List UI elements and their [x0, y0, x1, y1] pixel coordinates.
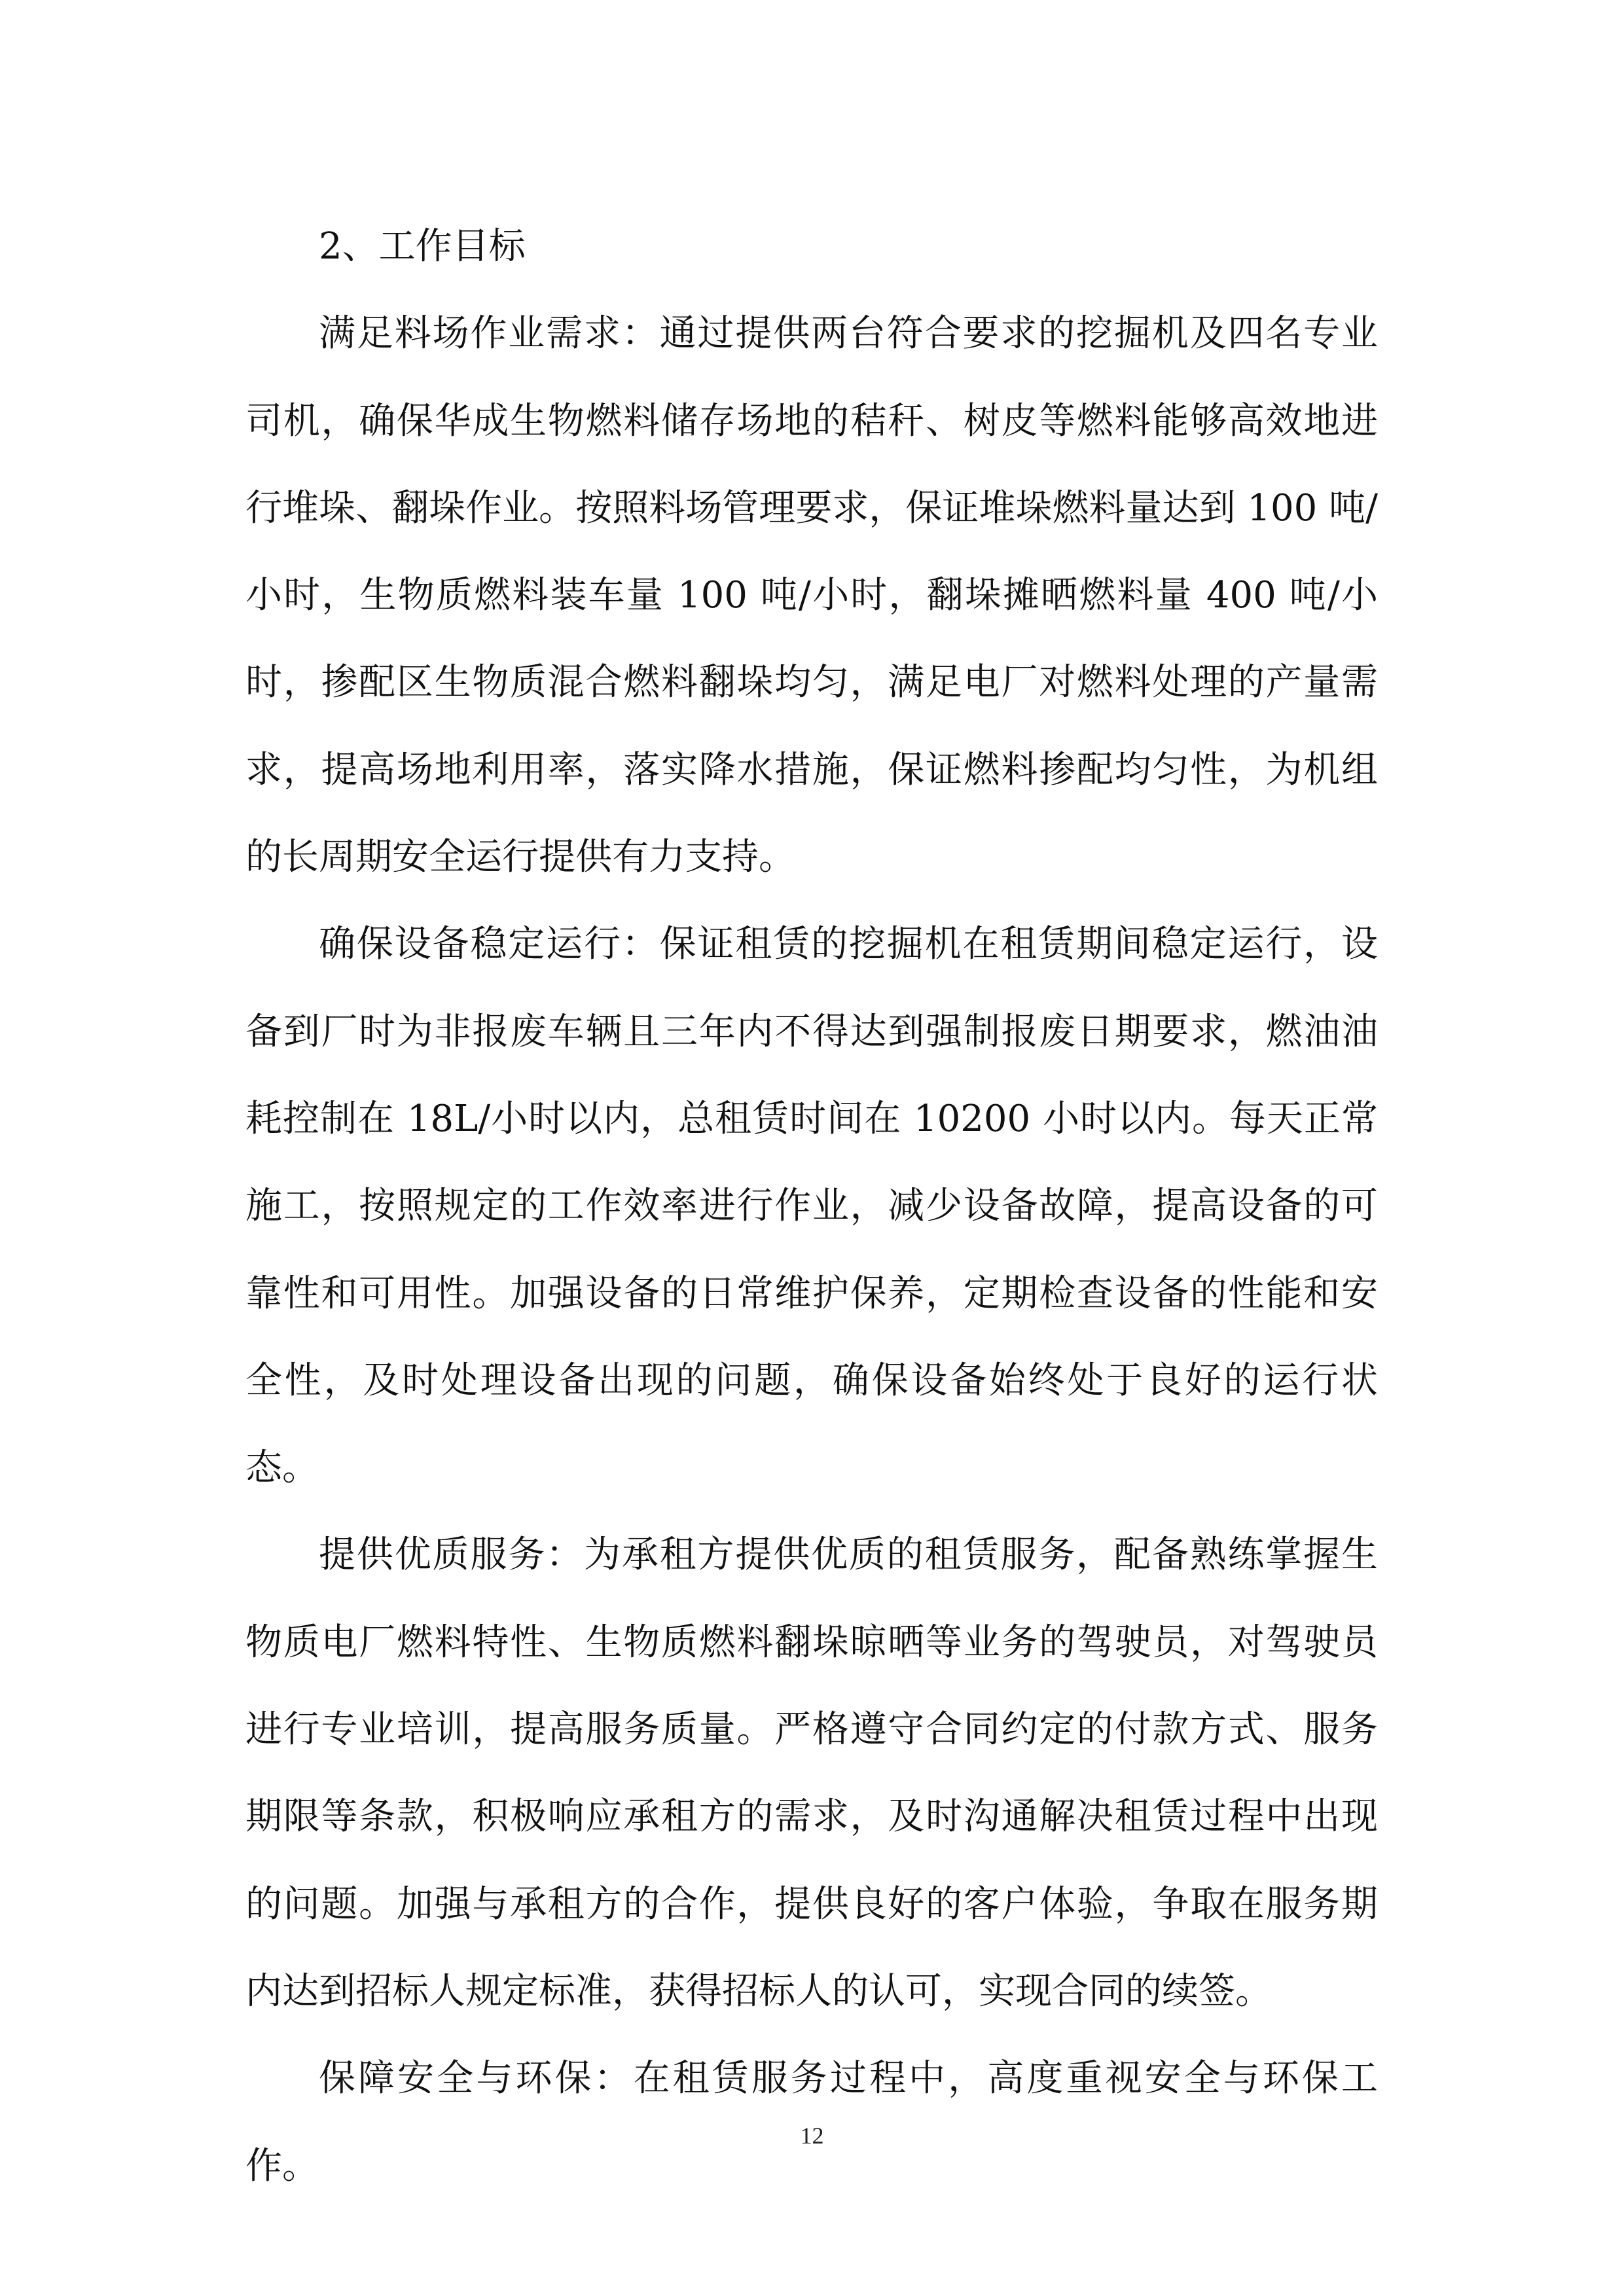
page-number: 12 [800, 2123, 824, 2149]
section-heading: 2、工作目标 [319, 225, 526, 268]
page-body [245, 203, 1378, 2210]
paragraph-safety-environment: 保障安全与环保：在租赁服务过程中，高度重视安全与环保工作。 [245, 2057, 1378, 2187]
paragraph-equipment-stability: 确保设备稳定运行：保证租赁的挖掘机在租赁期间稳定运行，设备到厂时为非报废车辆且三年内不得达到强制报废日期要求，燃油油耗控制在 18L/小时以内，总租赁时间在 10200 小时以内。每天正常施工，按照规定的工作效率进行作业，减少设备故障，提高设备的可靠性和可用性。加强设备的日常维护保养，定期检查设备的性能和安全性，及时处理设备出现的问题，确保设备始终处于良好的运行状态。 [245, 923, 1378, 1490]
paragraph-site-operation: 满足料场作业需求：通过提供两台符合要求的挖掘机及四名专业司机，确保华成生物燃料储存场地的秸秆、树皮等燃料能够高效地进行堆垛、翻垛作业。按照料场管理要求，保证堆垛燃料量达到 100 吨/小时，生物质燃料装车量 100 吨/小时，翻垛摊晒燃料量 400 吨/小时，掺配区生物质混合燃料翻垛均匀，满足电厂对燃料处理的产量需求，提高场地利用率，落实降水措施，保证燃料掺配均匀性，为机组的长周期安全运行提供有力支持。 [245, 312, 1378, 879]
paragraph-quality-service: 提供优质服务：为承租方提供优质的租赁服务，配备熟练掌握生物质电厂燃料特性、生物质燃料翻垛晾晒等业务的驾驶员，对驾驶员进行专业培训，提高服务质量。严格遵守合同约定的付款方式、服务期限等条款，积极响应承租方的需求，及时沟通解决租赁过程中出现的问题。加强与承租方的合作，提供良好的客户体验，争取在服务期内达到招标人规定标准，获得招标人的认可，实现合同的续签。 [245, 1534, 1378, 2013]
